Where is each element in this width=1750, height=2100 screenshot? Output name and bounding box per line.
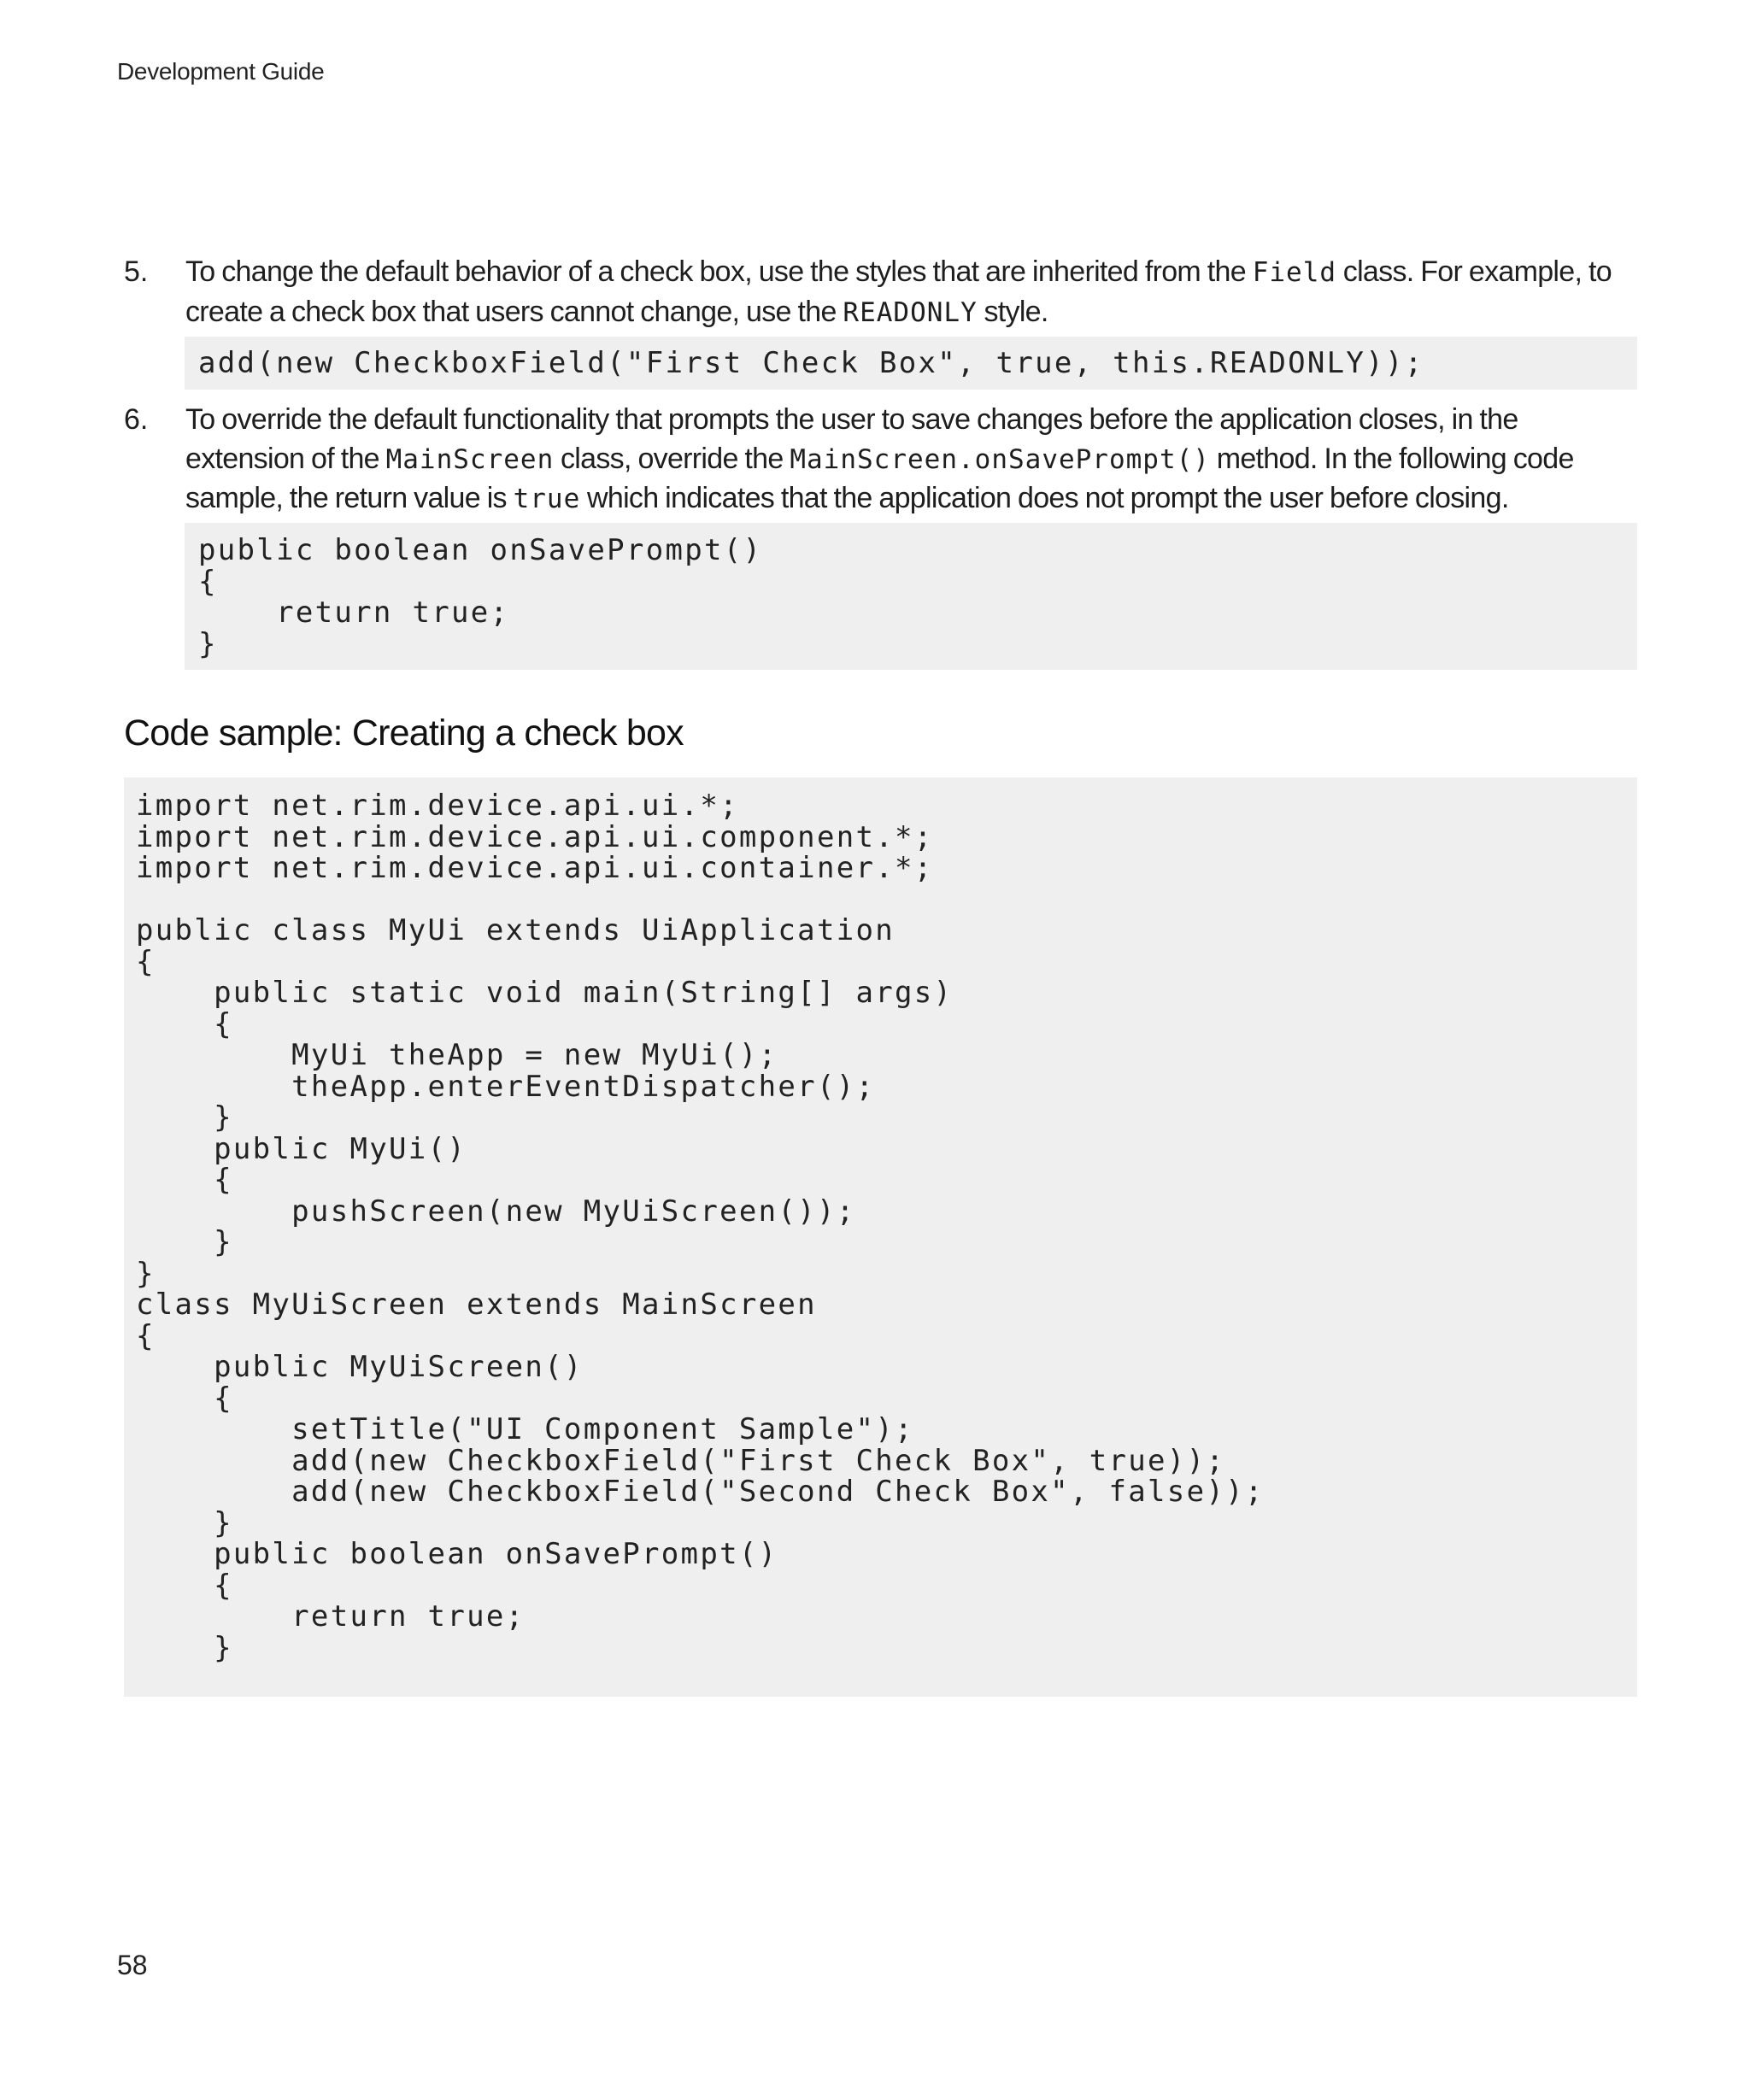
code-line: return true; [198, 595, 510, 630]
code-line: { [136, 1318, 156, 1353]
code-line: add(new CheckboxField("First Check Box", true)); [136, 1443, 1226, 1478]
code-line: pushScreen(new MyUiScreen()); [136, 1194, 856, 1229]
page-number: 58 [117, 1950, 148, 1980]
inline-code-readonly: READONLY [843, 296, 978, 328]
step-text-part: To change the default behavior of a check box, use the styles that are inherited from the [185, 255, 1253, 288]
running-header: Development Guide [117, 58, 325, 85]
code-line: return true; [136, 1599, 526, 1634]
code-line: { [198, 564, 218, 599]
code-line: public boolean onSavePrompt() [136, 1537, 778, 1571]
code-line: import net.rim.device.api.ui.container.*; [136, 851, 934, 885]
code-line: class MyUiScreen extends MainScreen [136, 1288, 817, 1322]
code-line: public class MyUi extends UiApplication [136, 913, 896, 947]
inline-code-mainscreen: MainScreen [385, 443, 555, 475]
code-line: import net.rim.device.api.ui.*; [136, 789, 739, 823]
inline-code-true: true [513, 484, 581, 514]
code-line: public MyUi() [136, 1131, 467, 1166]
code-line: { [136, 1568, 233, 1603]
step-number: 5. [124, 255, 149, 288]
code-line: { [136, 944, 156, 979]
code-line: { [136, 1381, 233, 1416]
code-line: public MyUiScreen() [136, 1350, 584, 1384]
code-block-step-5 [185, 337, 1637, 390]
step-number: 6. [124, 403, 149, 436]
step-text-part: style. [977, 295, 1048, 328]
code-line: MyUi theApp = new MyUi(); [136, 1038, 778, 1072]
code-line: { [136, 1006, 233, 1041]
inline-code-field: Field [1252, 257, 1337, 288]
inline-code-onsaveprompt: MainScreen.onSavePrompt() [790, 443, 1210, 475]
code-line: } [136, 1225, 233, 1259]
code-line: { [136, 1163, 233, 1197]
step-text-part: which indicates that the application does not prompt the user before closing. [580, 482, 1509, 514]
code-line: add(new CheckboxField("Second Check Box", false)); [136, 1475, 1265, 1509]
code-sample-block [124, 777, 1637, 1697]
code-line: public static void main(String[] args) [136, 976, 954, 1010]
code-line: } [198, 626, 218, 661]
code-line: } [136, 1256, 156, 1291]
code-line [136, 884, 1625, 916]
code-line: } [136, 1505, 233, 1540]
code-line: theApp.enterEventDispatcher(); [136, 1069, 876, 1104]
step-text [185, 401, 1638, 519]
code-line: setTitle("UI Component Sample"); [136, 1412, 914, 1446]
section-heading: Code sample: Creating a check box [124, 713, 684, 754]
code-line: } [136, 1100, 233, 1135]
step-text-part: method. In the following code sample, the return value is [185, 442, 1574, 514]
step-text-part: To override the default functionality that prompts the user to save changes before the application closes, in the extension of the [185, 403, 1518, 475]
step-text-part: class, override the [554, 442, 790, 475]
code-line: public boolean onSavePrompt() [198, 533, 763, 567]
step-text-part: class. For example, to create a check box that users cannot change, use the [185, 255, 1612, 328]
code-line: import net.rim.device.api.ui.component.*; [136, 819, 934, 854]
code-line: } [136, 1630, 233, 1665]
step-text [185, 253, 1638, 332]
code-line: add(new CheckboxField("First Check Box", true, this.READONLY)); [198, 346, 1424, 380]
code-block-step-6 [185, 523, 1637, 670]
